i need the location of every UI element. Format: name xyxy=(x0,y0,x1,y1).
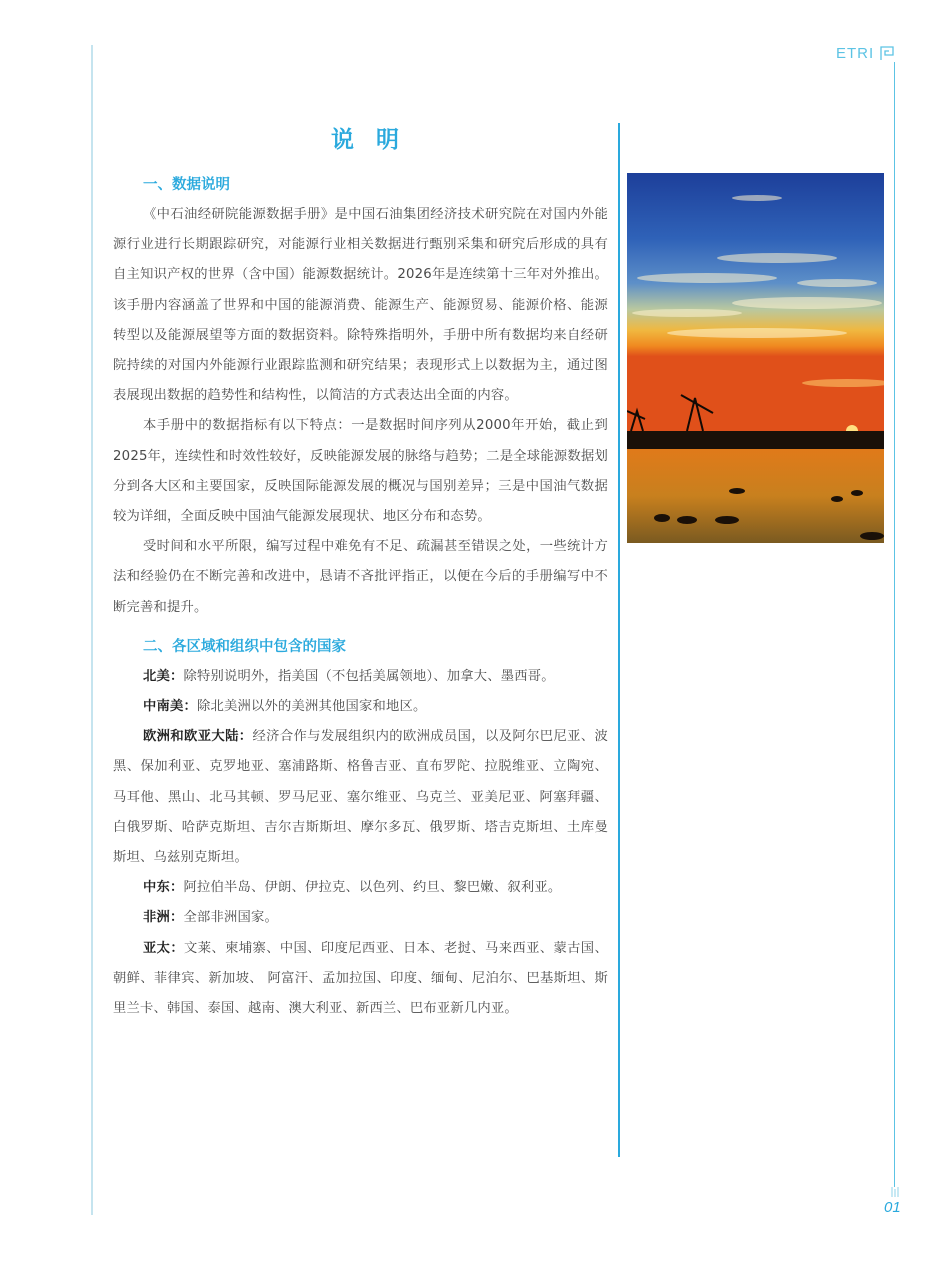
column-divider xyxy=(618,123,620,1157)
region-name: 非洲： xyxy=(143,910,184,926)
region-desc: 除北美洲以外的美洲其他国家和地区。 xyxy=(197,699,427,715)
region-asia-pacific xyxy=(113,934,608,1025)
region-name: 欧洲和欧亚大陆： xyxy=(143,729,253,745)
region-africa xyxy=(113,903,608,933)
region-desc: 文莱、柬埔寨、中国、印度尼西亚、日本、老挝、马来西亚、蒙古国、朝鲜、菲律宾、新加坡、 阿富汗、孟加拉国、印度、缅甸、尼泊尔、巴基斯坦、斯里兰卡、韩国、泰国、越南、澳大利亚、新西兰、巴布亚新几内亚。 xyxy=(113,940,608,1017)
paragraph: 本手册中的数据指标有以下特点：一是数据时间序列从2000年开始，截止到2025年，连续性和时效性较好，反映能源发展的脉络与趋势；二是全球能源数据划分到各大区和主要国家，反映国际能源发展的概况与国别差异；三是中国油气数据较为详细，全面反映中国油气能源发展现状、地区分布和态势。 xyxy=(113,418,608,525)
brand-logo-text: ETRI xyxy=(836,45,875,62)
right-margin-rule xyxy=(894,62,895,1187)
region-name: 中南美： xyxy=(143,699,197,715)
region-name: 北美： xyxy=(143,668,184,684)
region-name: 中东： xyxy=(143,880,184,896)
region-europe-eurasia xyxy=(113,722,608,873)
region-middle-east xyxy=(113,873,608,903)
region-central-south-america xyxy=(113,692,608,722)
paragraph: 《中石油经研院能源数据手册》是中国石油集团经济技术研究院在对国内外能源行业进行长期跟踪研究，对能源行业相关数据进行甄别采集和研究后形成的具有自主知识产权的世界（含中国）能源数据统计。2026年是连续第十三年对外推出。该手册内容涵盖了世界和中国的能源消费、能源生产、能源贸易、能源价格、能源转型以及能源展望等方面的数据资料。除特殊指明外，手册中所有数据均来自经研院持续的对国内外能源行业跟踪监测和研究结果；表现形式上以数据为主，通过图表展现出数据的趋势性和结构性，以简洁的方式表达出全面的内容。 xyxy=(113,207,608,404)
region-north-america xyxy=(113,662,608,692)
region-desc: 经济合作与发展组织内的欧洲成员国，以及阿尔巴尼亚、波黑、保加利亚、克罗地亚、塞浦路斯、格鲁吉亚、直布罗陀、拉脱维亚、立陶宛、马耳他、黑山、北马其顿、罗马尼亚、塞尔维亚、乌克兰、亚美尼亚、阿塞拜疆、白俄罗斯、哈萨克斯坦、吉尔吉斯斯坦、摩尔多瓦、俄罗斯、塔吉克斯坦、土库曼斯坦、乌兹别克斯坦。 xyxy=(113,729,608,866)
region-name: 亚太： xyxy=(143,940,185,956)
page-tick-marks-icon xyxy=(891,1187,899,1197)
left-margin-rule xyxy=(91,45,93,1215)
region-desc: 全部非洲国家。 xyxy=(183,910,278,926)
region-desc: 阿拉伯半岛、伊朗、伊拉克、以色列、约旦、黎巴嫩、叙利亚。 xyxy=(183,880,562,896)
page-number: 01 xyxy=(884,1199,901,1216)
section-heading-regions: 二、各区域和组织中包含的国家 xyxy=(143,638,346,655)
main-text-column xyxy=(113,170,608,1024)
paragraph: 受时间和水平所限，编写过程中难免有不足、疏漏甚至错误之处，一些统计方法和经验仍在不断完善和改进中，恳请不吝批评指正，以便在今后的手册编写中不断完善和提升。 xyxy=(113,539,608,615)
brand-spiral-icon xyxy=(880,46,894,61)
sunset-oilfield-photo xyxy=(627,173,884,543)
section-heading-data-notes: 一、数据说明 xyxy=(143,177,230,193)
page-title: 说明 xyxy=(331,127,421,153)
region-desc: 除特别说明外，指美国（不包括美属领地）、加拿大、墨西哥。 xyxy=(183,668,555,684)
